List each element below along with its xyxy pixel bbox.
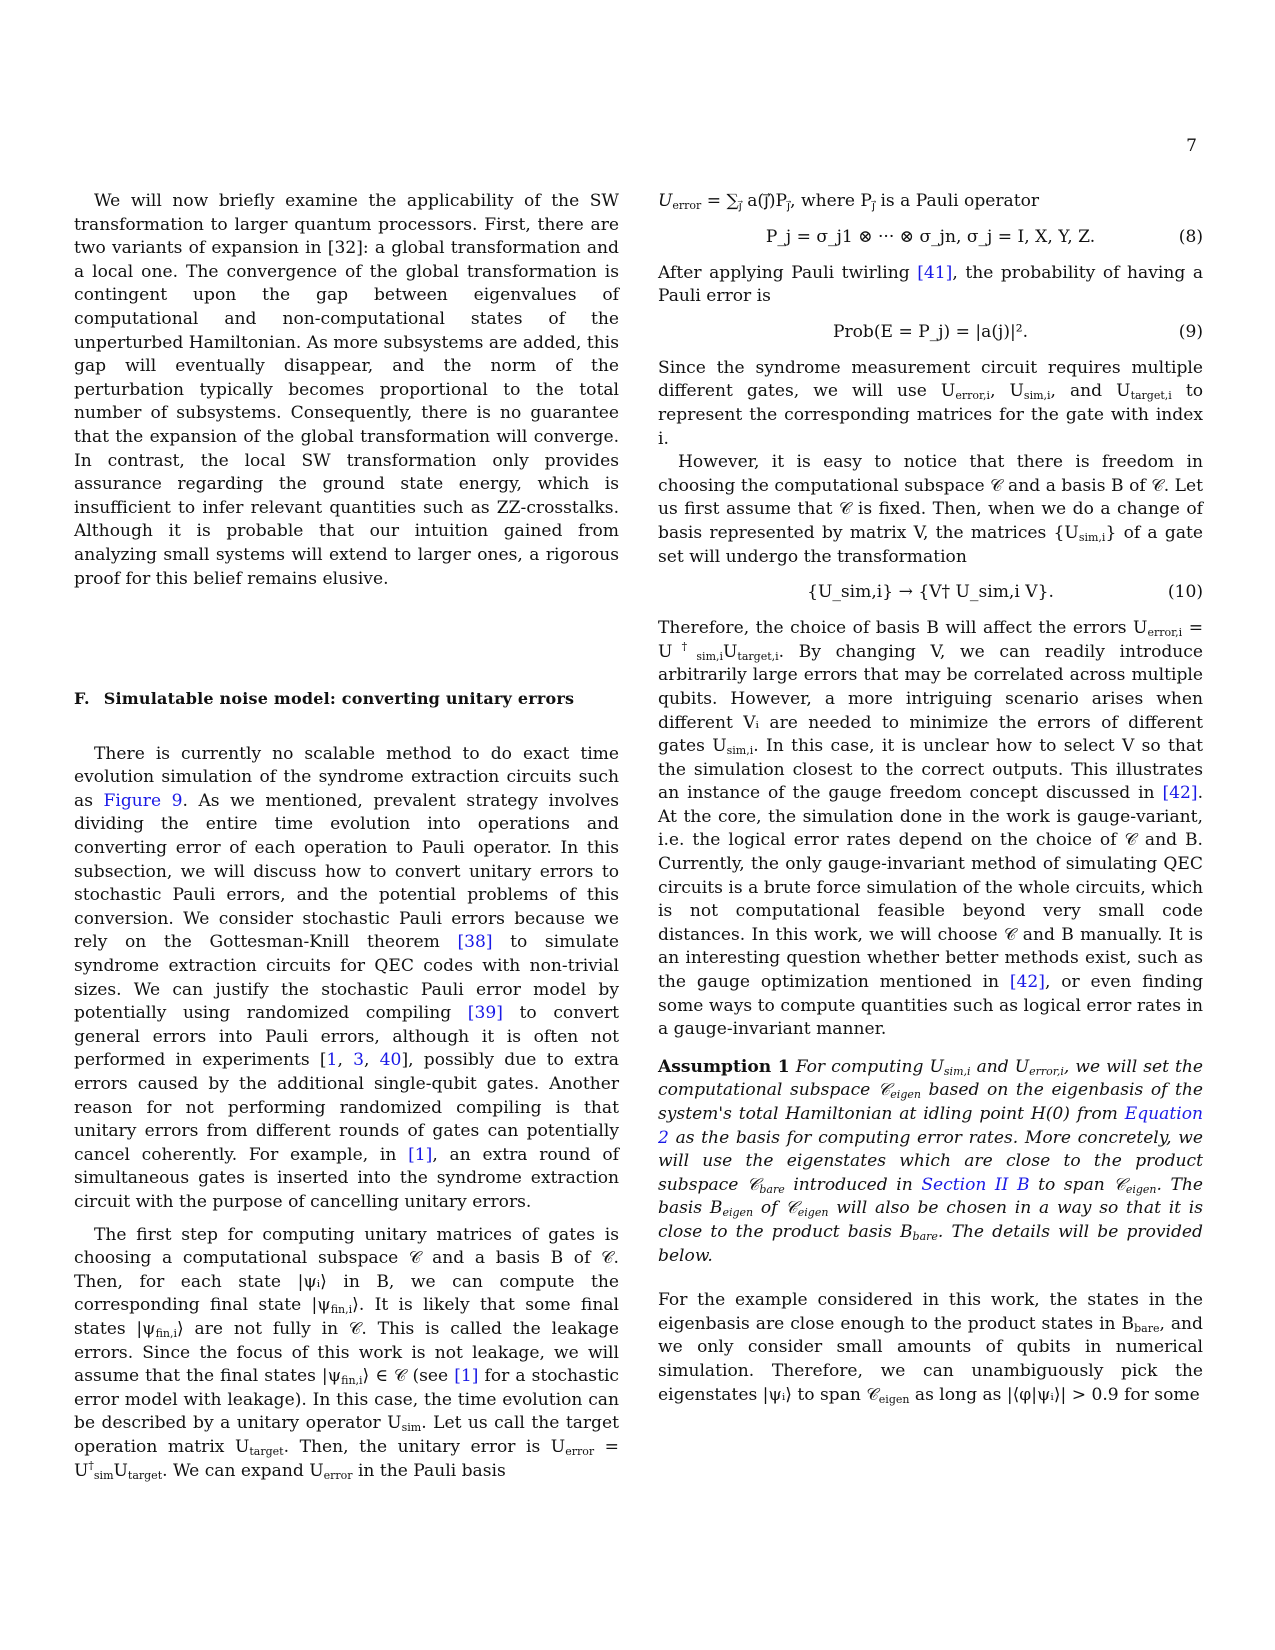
page-number: 7 — [1186, 136, 1197, 156]
citation-link[interactable]: [42] — [1162, 783, 1198, 804]
citation-link[interactable]: 1 — [326, 1050, 338, 1071]
section-number: F. — [74, 689, 90, 709]
equation-8 — [658, 226, 1203, 250]
equation-9 — [658, 321, 1203, 345]
citation-link[interactable]: [1] — [454, 1366, 479, 1387]
citation-link[interactable]: [42] — [1009, 972, 1045, 993]
assumption-label: Assumption 1 — [658, 1056, 790, 1077]
right-column — [658, 190, 1203, 1407]
equation-8-body: P_j = σ_j1 ⊗ ··· ⊗ σ_jn, σ_j = I, X, Y, Z. — [765, 226, 1096, 247]
assumption-block: Assumption 1 For computing $U_{sim,i}$ and $U_{error,i}$, we will set the computational subspace 𝒞$_{eigen}$ based on the eigenbasis of the system's total Hamiltonian at idling point H(0) from Equation 2 as the basis for computing error rates. More concretely, we will use the eigenstates which are close to the product subspace 𝒞$_{bare}$ introduced in Section II B to span 𝒞$_{eigen}$. The basis $B_{eigen}$ of 𝒞$_{eigen}$ will also be chosen in a way so that it is close to the product basis $B_{bare}$. The details will be provided below. — [658, 1056, 1204, 1266]
citation-link[interactable]: 3 — [353, 1050, 364, 1071]
paragraph-basis-choice: Therefore, the choice of basis B will affect the errors $U_{error,i} = U^\dagger_{sim,i}U_{target,i}$. By changing V, we can readily introduce arbitrarily large errors that may be correlated across multiple qubits. However, a more intriguing scenario arises when different Vᵢ are needed to minimize the errors of different gates $U_{sim,i}$. In this case, it is unclear how to select V so that the simulation closest to the correct outputs. This illustrates an instance of the gauge freedom concept discussed in [42]. At the core, the simulation done in the work is gauge-variant, i.e. the logical error rates depend on the choice of 𝒞 and B. Currently, the only gauge-invariant method of simulating QEC circuits is a brute force simulation of the whole circuits, which is not computational feasible beyond very small code distances. In this work, we will choose 𝒞 and B manually. It is an interesting question whether better methods exist, such as the gauge optimization mentioned in [42], or even finding some ways to compute quantities such as logical error rates in a gauge-invariant manner. — [658, 618, 1204, 1040]
citation-link[interactable]: [41] — [917, 262, 953, 283]
citation-link[interactable]: [1] — [408, 1144, 433, 1165]
paragraph-expansion: $U_{error} = \sum_{j⃗}$ $a(j⃗)P_{j⃗}$, where $P_{j⃗}$ is a Pauli operator — [658, 191, 1040, 212]
citation-link[interactable]: [38] — [457, 932, 493, 953]
equation-number: (10) — [1167, 582, 1203, 603]
citation-link[interactable]: [39] — [467, 1003, 503, 1024]
paragraph-syndrome: Since the syndrome measurement circuit requires multiple different gates, we will use $U_{error,i}$, $U_{sim,i}$, and $U_{target,i}$ to represent the corresponding matrices for the gate with index i. — [658, 357, 1203, 449]
citation-link[interactable]: 40 — [379, 1050, 402, 1071]
paragraph-gauge-freedom: However, it is easy to notice that there is freedom in choosing the computational subspace 𝒞 and a basis B of 𝒞. Let us first assume that 𝒞 is fixed. Then, when we do a change of basis represented by matrix V, the matrices $\{U_{sim,i}\}$ of a gate set will undergo the transformation — [658, 452, 1203, 567]
paragraph-sw-transformation: We will now briefly examine the applicability of the SW transformation to larger quantum processors. First, there are two variants of expansion in [32]: a global transformation and a local one. The convergence of the global transformation is contingent upon the gap between eigenvalues of computational and non-computational states of the unperturbed Hamiltonian. As more subsystems are added, this gap will eventually disappear, and the norm of the perturbation typically becomes proportional to the total number of subsystems. Consequently, there is no guarantee that the expansion of the global transformation will converge. In contrast, the local SW transformation only provides assurance regarding the ground state energy, which is insufficient to infer relevant quantities such as ZZ-crosstalks. Although it is probable that our intuition gained from analyzing small systems will extend to larger ones, a rigorous proof for this belief remains elusive. — [74, 191, 619, 589]
section-heading — [74, 687, 619, 711]
left-column — [74, 190, 619, 1483]
figure-link[interactable]: Figure 9 — [103, 790, 183, 811]
section-link[interactable]: Section II B — [921, 1174, 1030, 1195]
paragraph-example: For the example considered in this work, the states in the eigenbasis are close enough to the product states in $B_{bare}$, and we only consider small amounts of qubits in numerical simulation. Therefore, we can unambiguously pick the eigenstates |ψᵢ⟩ to span 𝒞$_{eigen}$ as long as |⟨φ|ψᵢ⟩| > 0.9 for some — [658, 1290, 1204, 1406]
equation-9-body: Prob(E = P_j) = |a(j)|². — [832, 321, 1029, 342]
equation-10 — [658, 581, 1203, 605]
paragraph-first-step: The first step for computing unitary matrices of gates is choosing a computational subspace 𝒞 and a basis B of 𝒞. Then, for each state |ψᵢ⟩ in B, we can compute the corresponding final state $|\psi_{fin,i}⟩$. It is likely that some final states $|\psi_{fin,i}⟩$ are not fully in 𝒞. This is called the leakage errors. Since the focus of this work is not leakage, we will assume that the final states $|\psi_{fin,i}⟩$ ∈ 𝒞 (see [1] for a stochastic error model with leakage). In this case, the time evolution can be described by a unitary operator $U_{sim}$. Let us call the target operation matrix $U_{target}$. Then, the unitary error is $U_{error} = U^\dagger_{sim}U_{target}$. We can expand $U_{error}$ in the Pauli basis — [74, 1224, 619, 1482]
equation-number: (9) — [1178, 321, 1203, 342]
paragraph-twirling: After applying Pauli twirling [41], the probability of having a Pauli error is — [658, 262, 1204, 307]
equation-10-body: {U_sim,i} → {V† U_sim,i V}. — [807, 582, 1054, 603]
equation-number: (8) — [1178, 226, 1203, 247]
equation-link[interactable]: Equation 2 — [658, 1104, 1203, 1148]
paragraph-noise-model: There is currently no scalable method to do exact time evolution simulation of the syndrome extraction circuits such as Figure 9. As we mentioned, prevalent strategy involves dividing the entire time evolution into operations and converting error of each operation to Pauli operator. In this subsection, we will discuss how to convert unitary errors to stochastic Pauli errors, and the potential problems of this conversion. We consider stochastic Pauli errors because we rely on the Gottesman-Knill theorem [38] to simulate syndrome extraction circuits for QEC codes with non-trivial sizes. We can justify the stochastic Pauli error model by potentially using randomized compiling [39] to convert general errors into Pauli errors, although it is often not performed in experiments [1, 3, 40], possibly due to extra errors caused by the additional single-qubit gates. Another reason for not performing randomized compiling is that unitary errors from different rounds of gates can potentially cancel coherently. For example, in [1], an extra round of simultaneous gates is inserted into the syndrome extraction circuit with the purpose of cancelling unitary errors. — [74, 743, 620, 1212]
section-title: Simulatable noise model: converting unitary errors — [103, 689, 575, 709]
